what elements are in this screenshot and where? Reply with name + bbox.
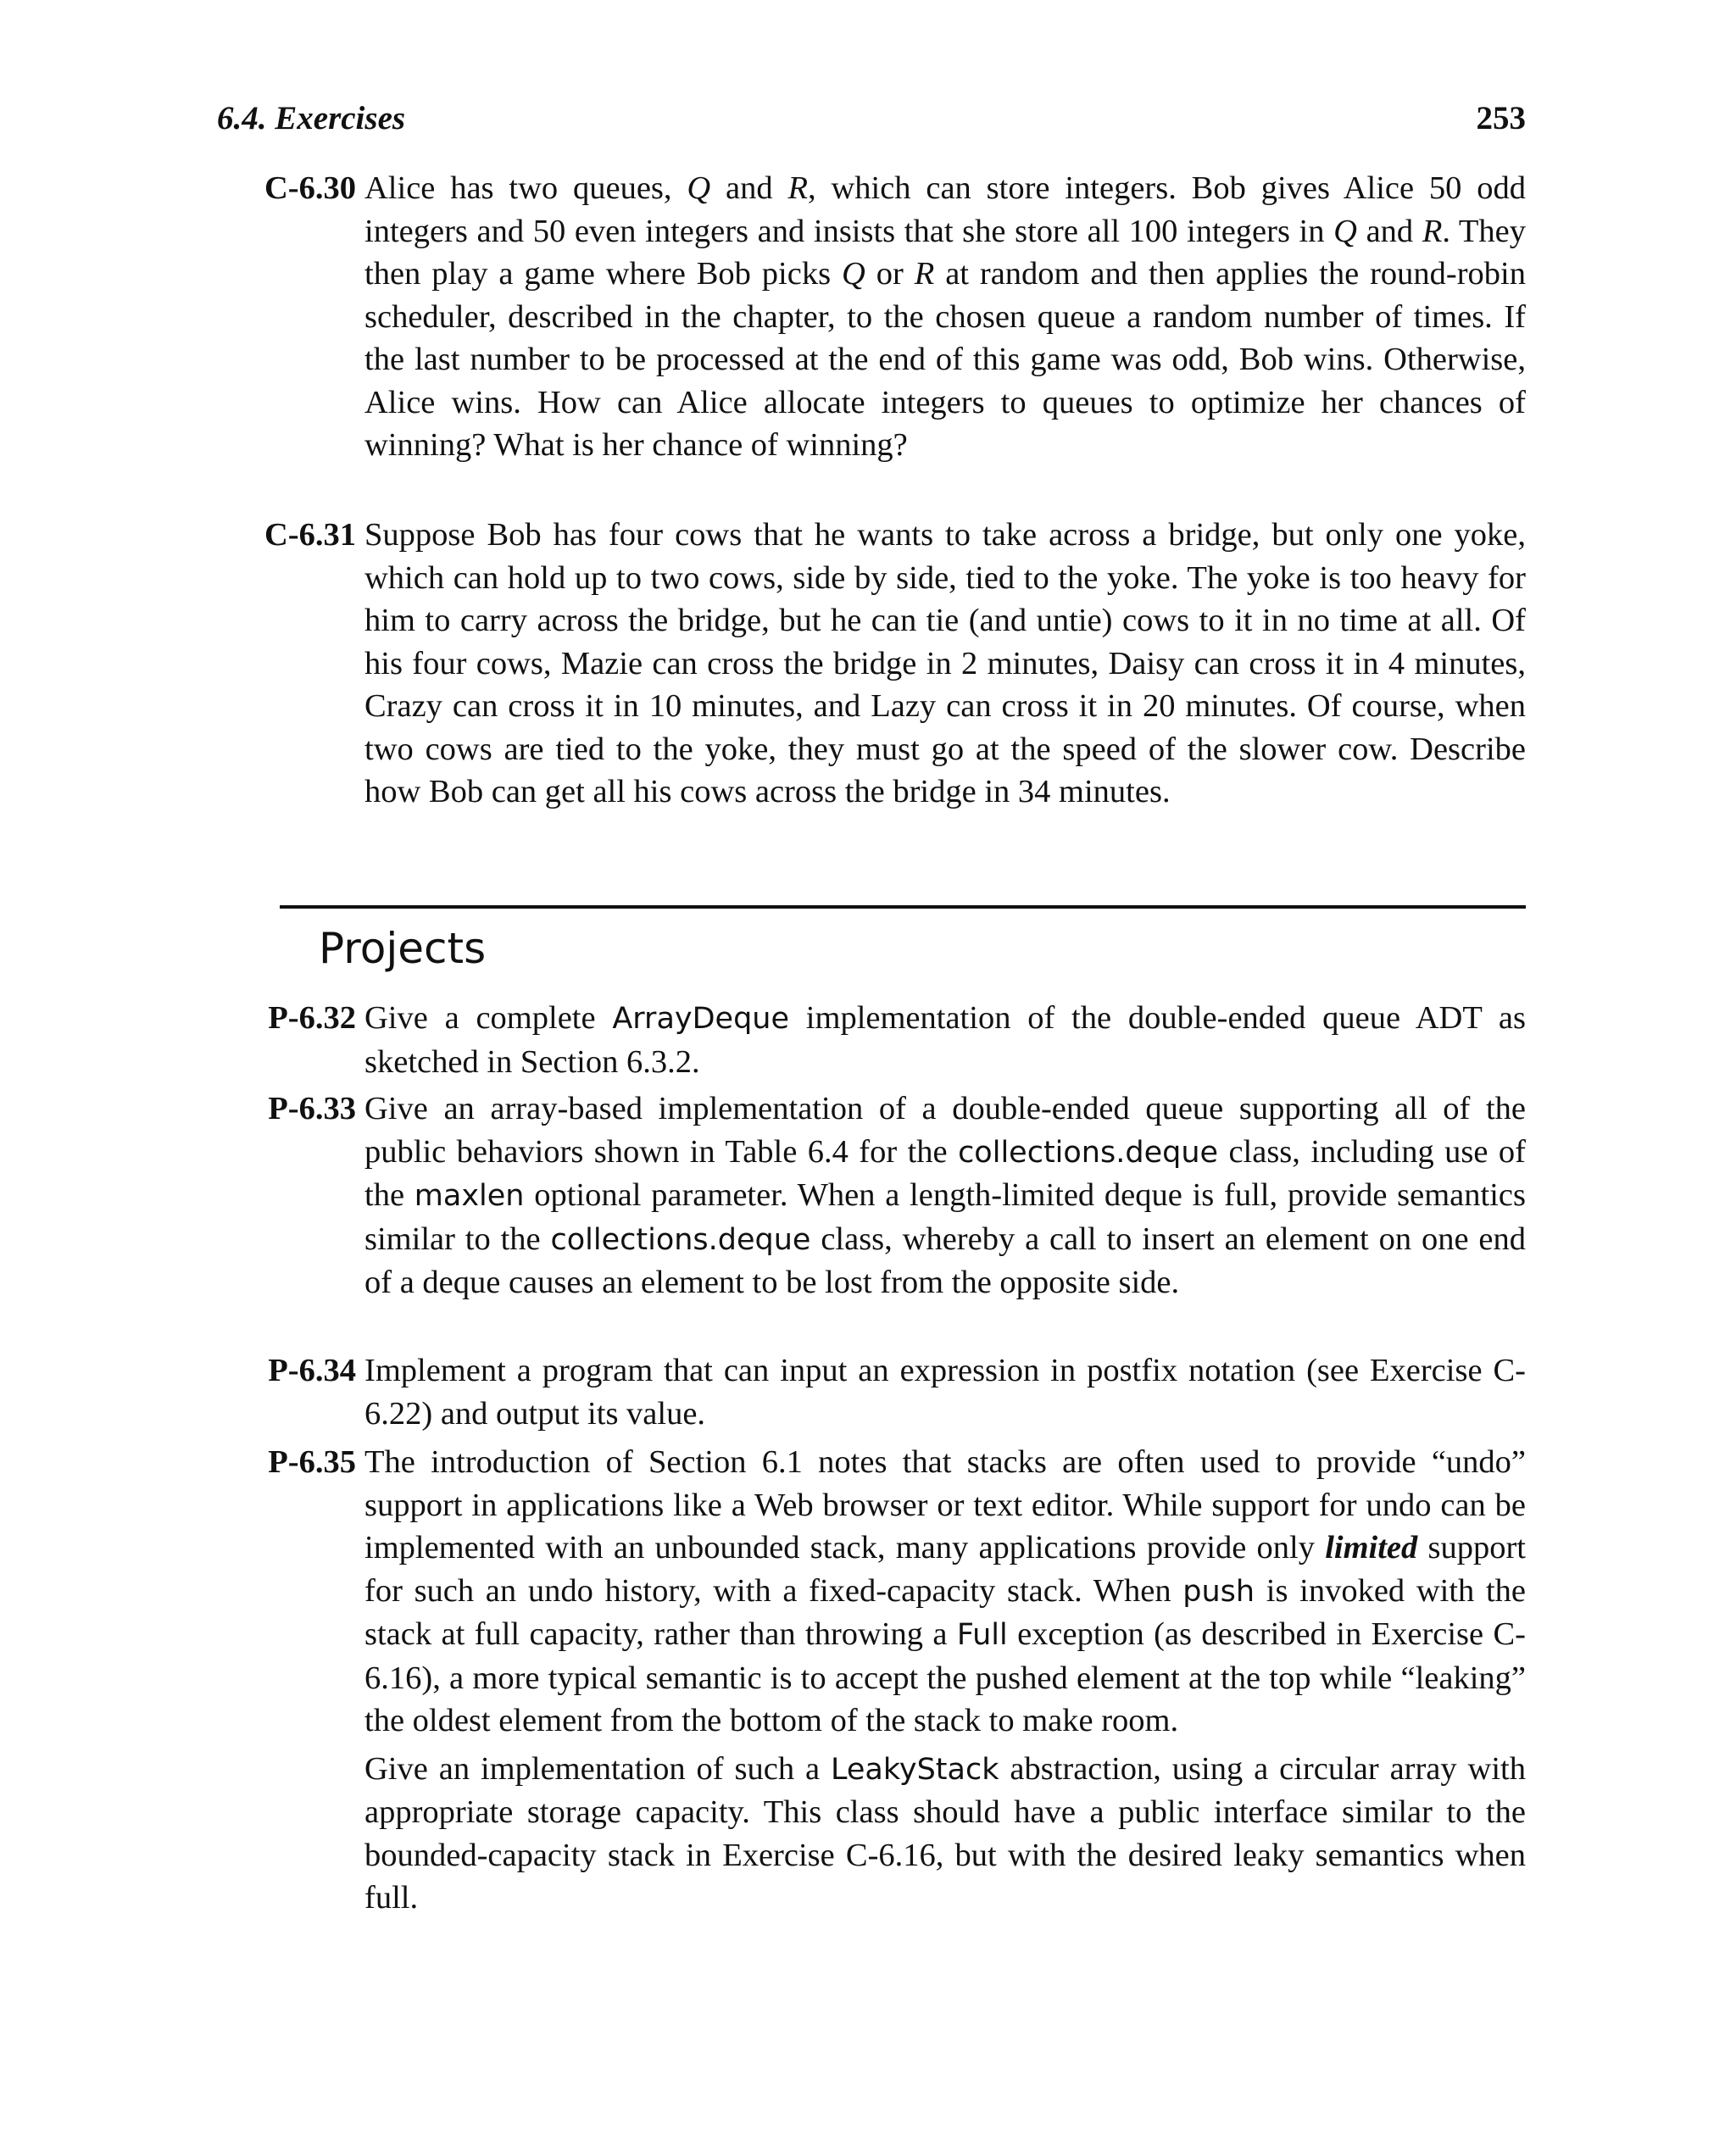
exercise-c-6-30 xyxy=(264,167,1527,467)
project-label: P-6.34 xyxy=(268,1353,356,1388)
project-text-continued: Give an implementation of such a LeakyStack abstraction, using a circular array with appropriate storage capacity. This class should have a public interface similar to the bounded-capacity stack in Exercise C-6.16, but with the desired leaky semantics when full. xyxy=(364,1750,1526,1916)
project-label: P-6.32 xyxy=(268,1000,356,1036)
projects-heading: Projects xyxy=(319,924,487,973)
exercise-text: Alice has two queues, Q and R, which can store integers. Bob gives Alice 50 odd integers and 50 even integers and insists that she store all 100 integers in Q and R. They then play a game where Bob picks Q or R at random and then applies the round-robin scheduler, described in the chapter, to the chosen queue a random number of times. If the last number to be processed at the end of this game was odd, Bob wins. Otherwise, Alice wins. How can Alice allocate integers to queues to optimize her chances of winning? What is her chance of winning? xyxy=(364,170,1527,463)
project-p-6-35 xyxy=(268,1441,1526,1920)
project-p-6-32 xyxy=(268,997,1526,1083)
exercise-text: Suppose Bob has four cows that he wants to take across a bridge, but only one yoke, which can hold up to two cows, side by side, tied to the yoke. The yoke is too heavy for him to carry across the bridge, but he can tie (and untie) cows to it in no time at all. Of his four cows, Mazie can cross the bridge in 2 minutes, Daisy can cross it in 4 minutes, Crazy can cross it in 10 minutes, and Lazy can cross it in 20 minutes. Of course, when two cows are tied to the yoke, they must go at the speed of the slower cow. Describe how Bob can get all his cows across the bridge in 34 minutes. xyxy=(364,517,1526,809)
project-p-6-33 xyxy=(268,1087,1526,1304)
project-text: Implement a program that can input an expression in postfix notation (see Exercise C-6.22) and output its value. xyxy=(364,1353,1526,1432)
running-head xyxy=(217,95,1526,142)
project-label: P-6.35 xyxy=(268,1444,356,1480)
project-p-6-34 xyxy=(268,1349,1526,1435)
exercise-label: C-6.31 xyxy=(264,517,356,553)
exercise-c-6-31 xyxy=(264,514,1526,814)
project-text: The introduction of Section 6.1 notes that stacks are often used to provide “undo” support in applications like a Web browser or text editor. While support for undo can be implemented with an unbounded stack, many applications provide only limited support for such an undo history, with a fixed-capacity stack. When push is invoked with the stack at full capacity, rather than throwing a Full exception (as described in Exercise C-6.16), a more typical semantic is to accept the pushed element at the top while “leaking” the oldest element from the bottom of the stack to make room. xyxy=(364,1444,1526,1738)
project-text: Give a complete ArrayDeque implementation of the double-ended queue ADT as sketched in Section 6.3.2. xyxy=(364,1000,1526,1080)
section-divider xyxy=(280,905,1526,909)
project-text: Give an array-based implementation of a double-ended queue supporting all of the public behaviors shown in Table 6.4 for the collections.deque class, including use of the maxlen optional parameter. When a length-limited deque is full, provide semantics similar to the collections.deque class, whereby a call to insert an element on one end of a deque causes an element to be lost from the opposite side. xyxy=(364,1091,1526,1300)
page-number: 253 xyxy=(1476,100,1526,136)
project-label: P-6.33 xyxy=(268,1091,356,1126)
exercise-label: C-6.30 xyxy=(264,170,356,206)
section-title: 6.4. Exercises xyxy=(217,100,406,136)
